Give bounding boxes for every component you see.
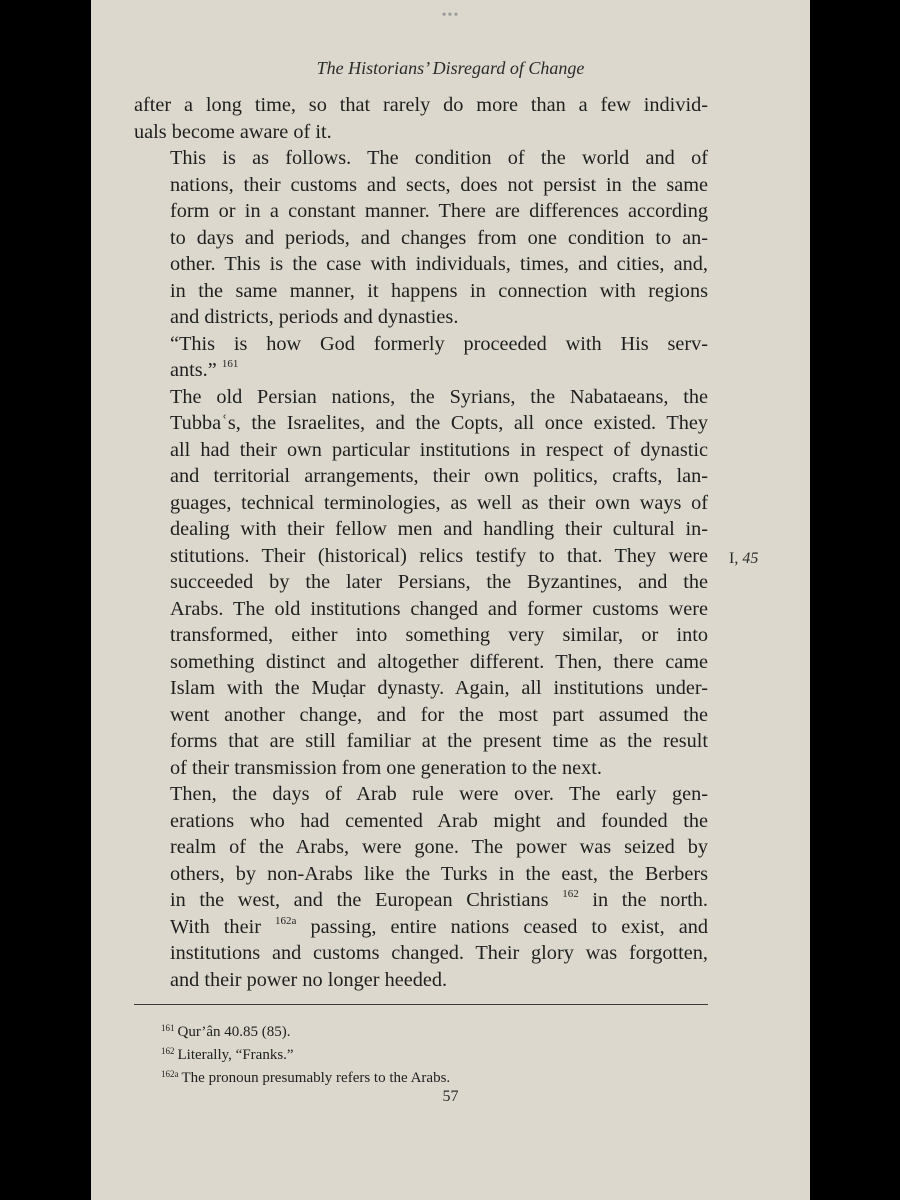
text-line: Then, the days of Arab rule were over. The early gen- bbox=[170, 783, 708, 805]
text-line: realm of the Arabs, were gone. The power was seized by bbox=[170, 836, 708, 858]
footnote-number: 162a bbox=[161, 1069, 179, 1079]
text-line: of their transmission from one generation to the next. bbox=[170, 756, 602, 779]
text-line: after a long time, so that rarely do more than a few individ- bbox=[134, 94, 708, 116]
running-head: The Historians’ Disregard of Change bbox=[316, 58, 585, 78]
text-line: all had their own particular institutions in respect of dynastic bbox=[170, 438, 708, 461]
text-fragment: passing, entire nations ceased to exist, and bbox=[310, 915, 708, 938]
footnote-text: Qur’ân 40.85 (85). bbox=[177, 1024, 291, 1040]
footnotes bbox=[161, 1019, 701, 1088]
text-line bbox=[134, 914, 708, 941]
text-line: “This is how God formerly proceeded with His serv- bbox=[170, 332, 708, 355]
margin-reference bbox=[729, 550, 758, 568]
text-line: dealing with their fellow men and handling their cultural in- bbox=[170, 518, 708, 540]
text-line: succeeded by the later Persians, the Byzantines, and the bbox=[170, 571, 708, 593]
text-line: something distinct and altogether different. Then, there came bbox=[170, 650, 708, 673]
body-text bbox=[134, 92, 708, 993]
footnote-162 bbox=[161, 1042, 701, 1065]
footnote-161 bbox=[161, 1019, 701, 1042]
footnote-number: 161 bbox=[161, 1023, 175, 1033]
footnote-divider bbox=[134, 1004, 708, 1005]
margin-page: 45 bbox=[742, 550, 759, 567]
text-line: The old Persian nations, the Syrians, the Nabataeans, the bbox=[170, 385, 708, 408]
text-line: form or in a constant manner. There are differences according bbox=[170, 200, 708, 222]
text-line: other. This is the case with individuals, times, and cities, and, bbox=[170, 253, 708, 275]
text-line: guages, technical terminologies, as well as their own ways of bbox=[170, 491, 708, 514]
text-line: transformed, either into something very similar, or into bbox=[170, 624, 708, 646]
text-line: and their power no longer heeded. bbox=[170, 968, 448, 991]
text-line: erations who had cemented Arab might and founded the bbox=[170, 809, 708, 832]
text-line: institutions and customs changed. Their glory was forgotten, bbox=[170, 942, 708, 964]
footnote-162a bbox=[161, 1065, 701, 1088]
paragraph-1 bbox=[134, 92, 708, 145]
footnote-text: Literally, “Franks.” bbox=[177, 1047, 294, 1063]
page-number: 57 bbox=[442, 1088, 459, 1105]
text-line: nations, their customs and sects, does not persist in the same bbox=[170, 173, 708, 196]
footnote-ref-162a[interactable]: 162a bbox=[275, 914, 297, 927]
text-line: and districts, periods and dynasties. bbox=[170, 306, 459, 328]
footnote-ref-162[interactable]: 162 bbox=[562, 888, 579, 900]
text-fragment: in the west, and the European Christians bbox=[170, 889, 549, 911]
paragraph-3-quote bbox=[134, 331, 708, 384]
text-line: and territorial arrangements, their own politics, crafts, lan- bbox=[170, 465, 708, 487]
text-fragment: in the north. bbox=[592, 889, 708, 911]
text-line: to days and periods, and changes from one condition to an- bbox=[170, 226, 708, 249]
paragraph-4 bbox=[134, 384, 708, 782]
paragraph-5 bbox=[134, 781, 708, 993]
footnote-text: The pronoun presumably refers to the Arabs. bbox=[181, 1070, 451, 1086]
footnote-ref-161[interactable]: 161 bbox=[221, 358, 239, 370]
margin-volume: I, bbox=[729, 550, 739, 567]
text-line: went another change, and for the most part assumed the bbox=[170, 703, 708, 726]
text-line bbox=[134, 357, 708, 384]
book-page bbox=[91, 0, 810, 1200]
text-line: This is as follows. The condition of the world and of bbox=[170, 147, 708, 169]
text-line: uals become aware of it. bbox=[134, 120, 332, 143]
text-line bbox=[134, 887, 708, 914]
text-line: others, by non-Arabs like the Turks in the east, the Berbers bbox=[170, 862, 708, 885]
text-line: forms that are still familiar at the present time as the result bbox=[170, 730, 708, 752]
text-fragment: With their bbox=[170, 915, 261, 938]
text-line: stitutions. Their (historical) relics testify to that. They were bbox=[170, 544, 708, 567]
text-line: Islam with the Muḍar dynasty. Again, all institutions under- bbox=[170, 677, 708, 699]
text-line: Arabs. The old institutions changed and former customs were bbox=[170, 597, 708, 620]
more-options-icon[interactable]: ••• bbox=[441, 8, 460, 23]
paragraph-2 bbox=[134, 145, 708, 331]
text-line: Tubbaʿs, the Israelites, and the Copts, all once existed. They bbox=[170, 412, 708, 434]
footnote-number: 162 bbox=[161, 1046, 175, 1056]
quote-end: ants.” bbox=[170, 359, 217, 381]
text-line: in the same manner, it happens in connection with regions bbox=[170, 279, 708, 302]
